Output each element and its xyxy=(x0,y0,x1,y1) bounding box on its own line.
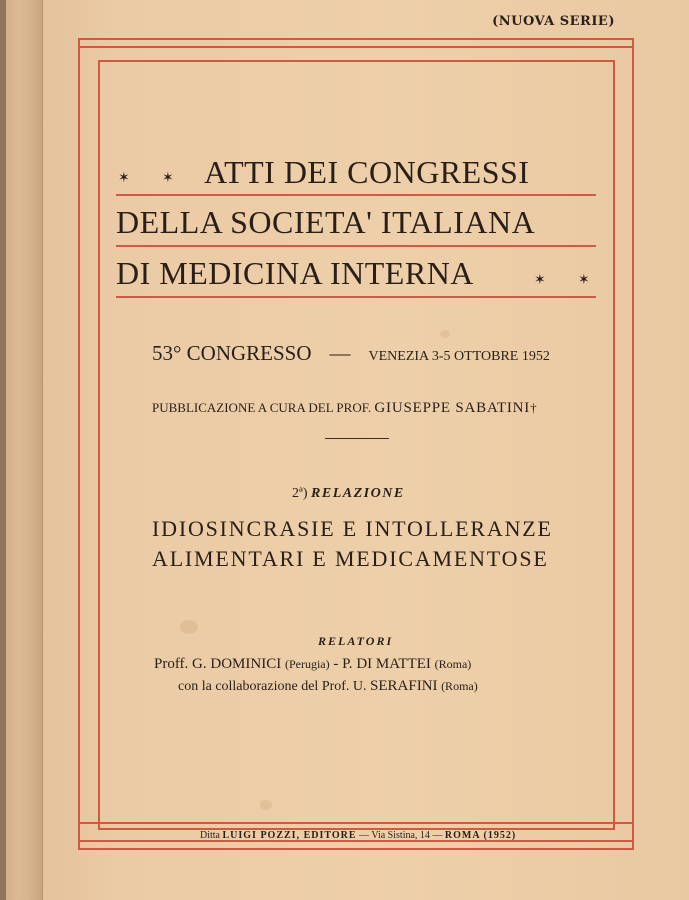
spine-edge xyxy=(0,0,6,900)
title-line-1: ATTI DEI CONGRESSI xyxy=(204,154,530,190)
report-subject-line-2: ALIMENTARI E MEDICAMENTOSE xyxy=(152,546,549,571)
title-line-2: DELLA SOCIETA' ITALIANA xyxy=(116,204,536,240)
publication-line xyxy=(152,400,537,417)
footer-border-line xyxy=(78,822,634,824)
star-ornament: ✶ xyxy=(118,170,130,186)
report-number: 2ª) xyxy=(292,486,308,501)
report-heading xyxy=(292,486,405,502)
collaboration-prefix: con la collaborazione del Prof. U. xyxy=(178,679,367,694)
report-subject-line-1: IDIOSINCRASIE E INTOLLERANZE xyxy=(152,516,553,541)
congress-place-date: VENEZIA 3-5 OTTOBRE 1952 xyxy=(368,349,550,364)
title-rule-2 xyxy=(116,245,596,247)
authors-line-1 xyxy=(154,656,471,673)
report-label: RELAZIONE xyxy=(311,486,405,501)
series-label: (NUOVA SERIE) xyxy=(492,14,615,29)
publisher-footer xyxy=(200,830,516,841)
relatori-heading: RELATORI xyxy=(318,634,394,648)
publication-editor: GIUSEPPE SABATINI xyxy=(374,400,531,416)
authors-line-2 xyxy=(178,678,478,695)
title-rule-3 xyxy=(116,296,596,298)
dagger-symbol: † xyxy=(530,400,537,415)
title-line-3: DI MEDICINA INTERNA xyxy=(116,255,474,291)
star-ornament: ✶ xyxy=(534,272,546,288)
footer-dash: — xyxy=(432,830,443,841)
star-ornament: ✶ xyxy=(578,272,590,288)
author-name: SERAFINI xyxy=(370,678,438,694)
congress-dash: — xyxy=(329,341,351,365)
footer-dash: — xyxy=(359,830,370,841)
publication-prefix: PUBBLICAZIONE A CURA DEL PROF. xyxy=(152,400,372,415)
author-city: (Roma) xyxy=(441,679,478,693)
authors-separator: - xyxy=(333,656,339,672)
authors-prefix: Proff. G. xyxy=(154,656,207,672)
author-name: DOMINICI xyxy=(210,656,282,672)
congress-number: 53° CONGRESSO xyxy=(152,341,312,365)
star-ornament: ✶ xyxy=(162,170,174,186)
footer-publisher: LUIGI POZZI, EDITORE xyxy=(222,830,357,841)
author-city: (Perugia) xyxy=(284,657,330,671)
footer-address: Via Sistina, 14 xyxy=(371,830,430,841)
author-initial: P. xyxy=(342,656,353,672)
author-city: (Roma) xyxy=(434,657,472,671)
congress-line xyxy=(152,341,550,366)
top-border-line xyxy=(78,46,634,48)
divider xyxy=(325,438,389,439)
book-spine xyxy=(0,0,43,900)
author-name: DI MATTEI xyxy=(356,656,431,672)
footer-city-year: ROMA (1952) xyxy=(444,830,517,841)
footer-prefix: Ditta xyxy=(200,830,220,841)
title-rule-1 xyxy=(116,194,596,196)
